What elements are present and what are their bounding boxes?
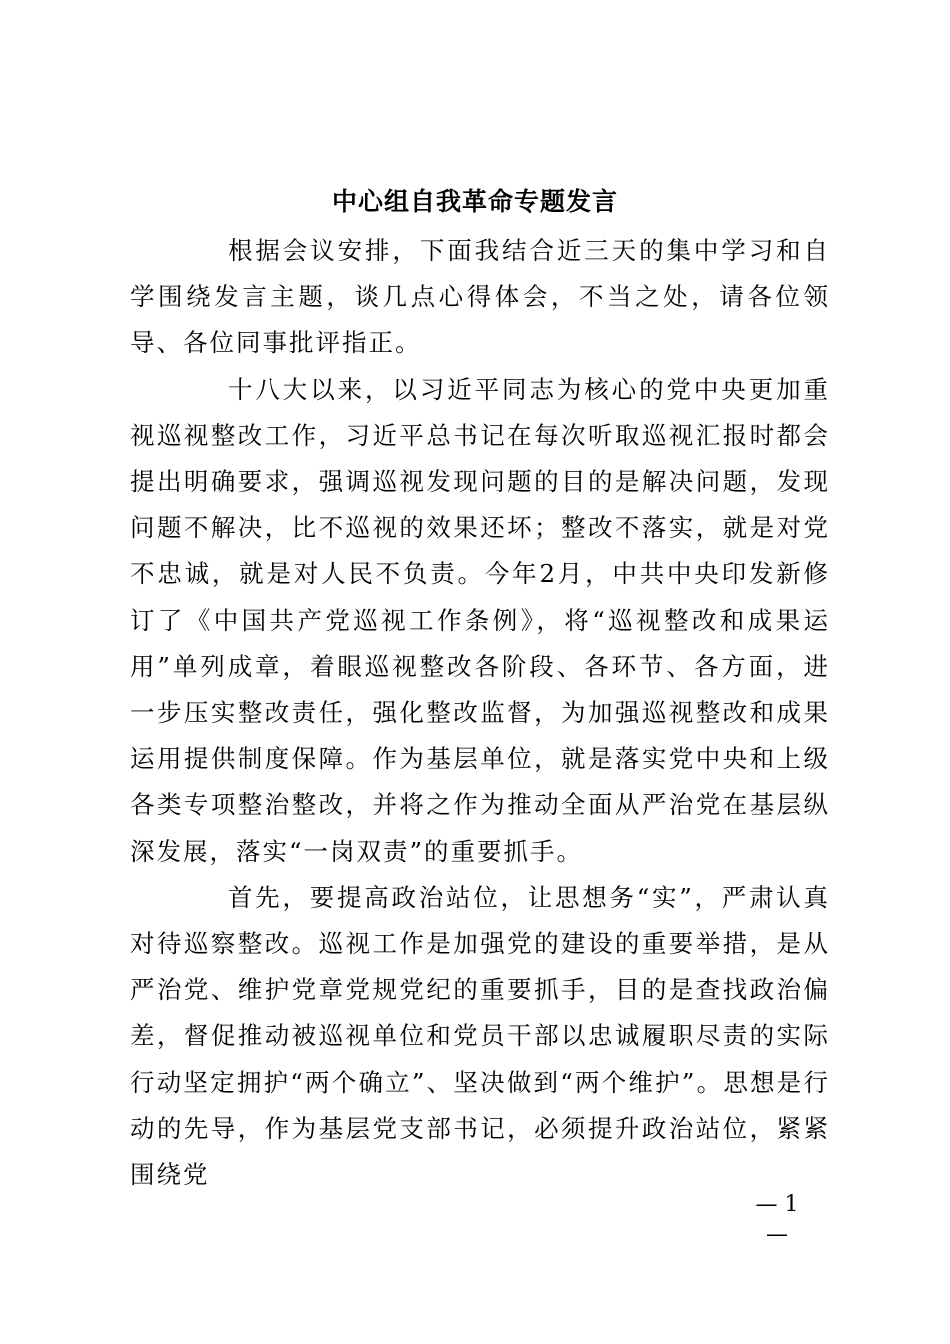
page-number: — 1 — (755, 1192, 799, 1247)
paragraph-background: 十八大以来，以习近平同志为核心的党中央更加重视巡视整改工作，习近平总书记在每次听取巡视汇报时都会提出明确要求，强调巡视发现问题的目的是解决问题，发现问题不解决，比不巡视的效果还坏；整改不落实，就是对党不忠诚，就是对人民不负责。今年2月，中共中央印发新修订了《中国共产党巡视工作条例》，将“巡视整改和成果运用”单列成章，着眼巡视整改各阶段、各环节、各方面，进一步压实整改责任，强化整改监督，为加强巡视整改和成果运用提供制度保障。作为基层单位，就是落实党中央和上级各类专项整治整改，并将之作为推动全面从严治党在基层纵深发展，落实“一岗双责”的重要抓手。 (130, 374, 830, 866)
paragraph-first-point: 首先，要提高政治站位，让思想务“实”，严肃认真对待巡察整改。巡视工作是加强党的建设的重要举措，是从严治党、维护党章党规党纪的重要抓手，目的是查找政治偏差，督促推动被巡视单位和党员干部以忠诚履职尽责的实际行动坚定拥护“两个确立”、坚决做到“两个维护”。思想是行动的先导，作为基层党支部书记，必须提升政治站位，紧紧围绕党 (130, 882, 830, 1190)
document-body (130, 228, 830, 1198)
document-title: 中心组自我革命专题发言 (331, 187, 618, 216)
paragraph-intro: 根据会议安排，下面我结合近三天的集中学习和自学围绕发言主题，谈几点心得体会，不当之处，请各位领导、各位同事批评指正。 (130, 236, 830, 358)
